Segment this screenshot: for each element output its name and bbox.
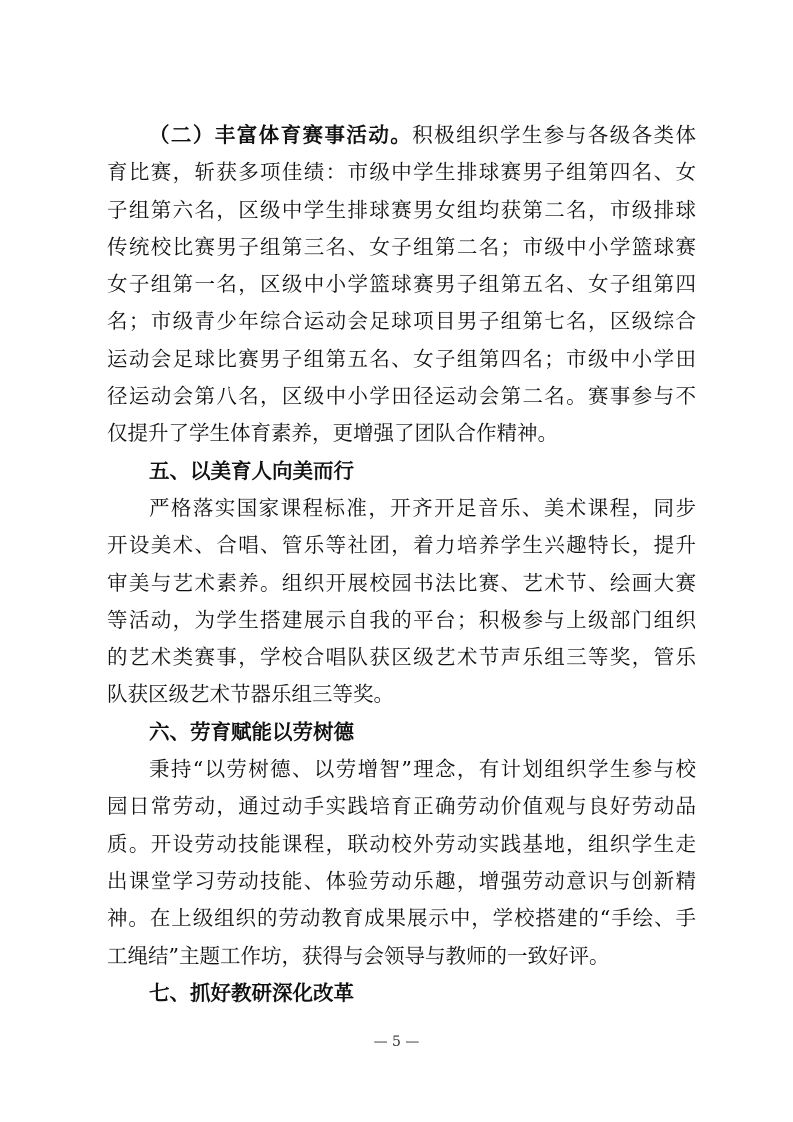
paragraph-labor xyxy=(107,751,696,975)
paragraph-line: 秉持“以劳树德、以劳增智”理念，有计划组织学生参与校 xyxy=(149,757,696,782)
paragraph-line: 神。在上级组织的劳动教育成果展示中，学校搭建的“手绘、手 xyxy=(107,906,696,931)
paragraph-line: 子组第六名，区级中学生排球赛男女组均获第二名，市级排球 xyxy=(107,197,696,222)
section-heading-research: 七、抓好教研深化改革 xyxy=(149,980,354,1005)
paragraph-line: 严格落实国家课程标准，开齐开足音乐、美术课程，同步 xyxy=(149,495,696,520)
paragraph-line: 的艺术类赛事，学校合唱队获区级艺术节声乐组三等奖，管乐 xyxy=(107,645,696,670)
paragraph-line: 径运动会第八名，区级中小学田径运动会第二名。赛事参与不 xyxy=(107,384,696,409)
paragraph-line: 审美与艺术素养。组织开展校园书法比赛、艺术节、绘画大赛 xyxy=(107,570,696,595)
paragraph-line: 出课堂学习劳动技能、体验劳动乐趣，增强劳动意识与创新精 xyxy=(107,868,696,893)
paragraph-line: 女子组第一名，区级中小学篮球赛男子组第五名、女子组第四 xyxy=(107,272,696,297)
paragraph-line: 开设美术、合唱、管乐等社团，着力培养学生兴趣特长，提升 xyxy=(107,533,696,558)
paragraph-line: 园日常劳动，通过动手实践培育正确劳动价值观与良好劳动品 xyxy=(107,794,696,819)
paragraph-sports-events xyxy=(107,117,696,453)
paragraph-line: 队获区级艺术节器乐组三等奖。 xyxy=(107,682,394,707)
paragraph-line xyxy=(107,117,696,154)
paragraph-line: 传统校比赛男子组第三名、女子组第二名；市级中小学篮球赛 xyxy=(107,234,696,259)
paragraph-line: 质。开设劳动技能课程，联动校外劳动实践基地，组织学生走 xyxy=(107,831,696,856)
paragraph-aesthetic xyxy=(107,490,696,714)
paragraph-line: 育比赛，斩获多项佳绩：市级中学生排球赛男子组第四名、女 xyxy=(107,160,696,185)
paragraph-line: 名；市级青少年综合运动会足球项目男子组第七名，区级综合 xyxy=(107,309,696,334)
paragraph-lead: （二）丰富体育赛事活动。 xyxy=(149,123,413,147)
line-text: 积极组织学生参与各级各类体 xyxy=(412,123,696,147)
paragraph-line: 仅提升了学生体育素养，更增强了团队合作精神。 xyxy=(107,421,558,446)
document-page xyxy=(107,117,696,1012)
section-heading-labor: 六、劳育赋能以劳树德 xyxy=(149,719,354,744)
paragraph-line: 运动会足球比赛男子组第五名、女子组第四名；市级中小学田 xyxy=(107,346,696,371)
section-heading-aesthetic: 五、以美育人向美而行 xyxy=(149,458,354,483)
paragraph-line: 工绳结”主题工作坊，获得与会领导与教师的一致好评。 xyxy=(107,943,610,968)
paragraph-line: 等活动，为学生搭建展示自我的平台；积极参与上级部门组织 xyxy=(107,607,696,632)
page-number: — 5 — xyxy=(373,1034,420,1050)
